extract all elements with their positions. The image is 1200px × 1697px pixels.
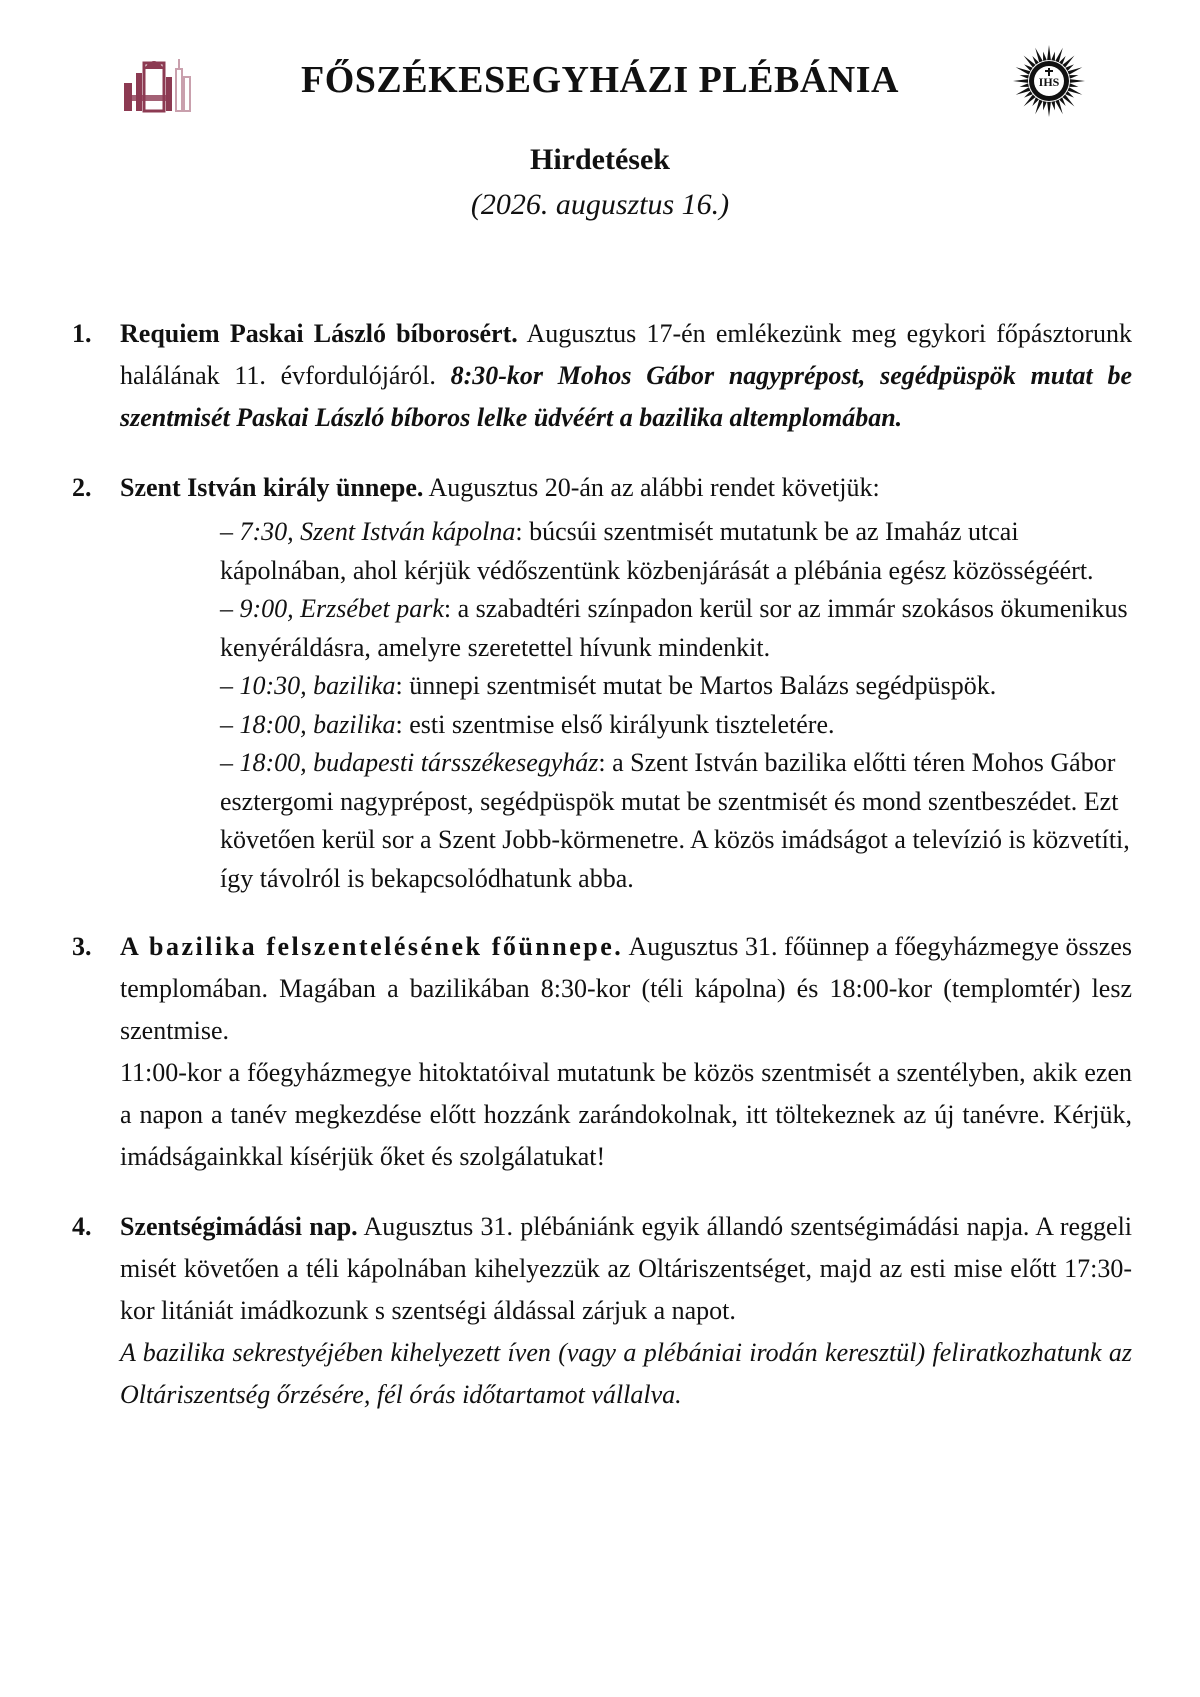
sunburst-ray: [1020, 75, 1029, 79]
schedule-entry: [220, 667, 1132, 706]
item-number: 3.: [72, 932, 92, 961]
item-emphasis: 8:30-kor Mohos Gábor nagyprépost, segédpüspök mutat be szentmisét Paskai László bíboros lelke üdvéért a bazilika altemplomában.: [120, 361, 1132, 432]
item-number: 1.: [72, 319, 92, 348]
sunburst-ray: [1051, 101, 1055, 110]
sunburst-ray: [1062, 56, 1074, 68]
announcement-date: (2026. augusztus 16.): [470, 188, 730, 221]
schedule-text: : esti szentmise első királyunk tiszteletére.: [395, 709, 835, 739]
schedule-entry: [220, 513, 1132, 590]
schedule-text: : ünnepi szentmisét mutat be Martos Balázs segédpüspök.: [395, 671, 997, 700]
item-text: Augusztus 20-án az alábbi rendet követjük:: [423, 473, 880, 502]
schedule-label: – 18:00, budapesti társszékesegyház: [220, 748, 599, 777]
item-text: Augusztus 17-én emlékezünk meg egykori főpásztorunk halálának 11. évfordulójáról.: [120, 319, 1132, 390]
schedule-text: : a szabadtéri színpadon kerül sor az immár szokásos ökumenikus kenyéráldásra, amelyre szeretettel hívunk mindenkit.: [220, 594, 1128, 662]
sunburst-ray: [1020, 83, 1029, 87]
item-heading: Szent István király ünnepe.: [120, 473, 424, 502]
item-heading: A bazilika felszentelésének főünnepe.: [120, 932, 624, 961]
sunburst-ray: [1047, 102, 1051, 117]
schedule-label: – 9:00, Erzsébet park: [220, 594, 444, 623]
sunburst-ray: [1047, 45, 1051, 60]
item-text-continued: 11:00-kor a főegyházmegye hitoktatóival mutatunk be közös szentmisét a szentélyben, akik ezen a napon a tanév megkezdése előtt hozzánk zarándokolnak, itt töltekeznek az új tanévre. Kérjük, imádságainkkal kísérjük őket és szolgálatukat!: [120, 1058, 1132, 1171]
announcement-item-3: [72, 926, 1132, 1178]
page-title: FŐSZÉKESEGYHÁZI PLÉBÁNIA: [301, 59, 899, 101]
schedule-label: – 18:00, bazilika: [220, 709, 396, 739]
schedule-list: [220, 513, 1132, 898]
announcement-item-4: [72, 1206, 1132, 1416]
sunburst-ray: [1070, 79, 1085, 83]
item-text: Augusztus 31. főünnep a főegyházmegye összes templomában. Magában a bazilikában 8:30-kor (téli kápolna) és 18:00-kor (templomtér) lesz szentmise.: [120, 932, 1132, 1045]
sunburst-ray: [1024, 94, 1036, 106]
sunburst-ray: [1051, 52, 1055, 61]
item-number: 4.: [72, 1212, 92, 1241]
announcement-item-2: [72, 467, 1132, 898]
sunburst-ray: [1069, 83, 1078, 87]
schedule-entry: [220, 590, 1132, 667]
item-text: Augusztus 31. plébániánk egyik állandó szentségimádási napja. A reggeli misét követően a téli kápolnában kihelyezzük az Oltáriszentséget, majd az esti mise előtt 17:30-kor litániát imádkozunk s szentségi áldással zárjuk a napot.: [120, 1212, 1133, 1325]
page-header: [0, 0, 1200, 130]
sunburst-ray: [1062, 94, 1074, 106]
schedule-entry: [220, 706, 1132, 745]
schedule-text: : búcsúi szentmisét mutatunk be az Imaház utcai kápolnában, ahol kérjük védőszentünk közbenjárását a plébánia egész közösségéért.: [220, 517, 1094, 585]
sunburst-ray: [1043, 101, 1047, 110]
ihs-sunburst-emblem-icon: [1012, 44, 1086, 118]
schedule-text: : a Szent István bazilika előtti téren Mohos Gábor esztergomi nagyprépost, segédpüspök mutat be szentmisét és mond szentbeszédet. Ezt követően kerül sor a Szent Jobb-körmenetre. A közös imádságot a televízió is közvetíti, így távolról is bekapcsolódhatunk abba.: [220, 748, 1130, 893]
item-note: A bazilika sekrestyéjében kihelyezett íven (vagy a plébániai irodán keresztül) feliratkozhatunk az Oltáriszentség őrzésére, fél órás időtartamot vállalva.: [120, 1338, 1132, 1409]
announcement-item-1: [72, 313, 1132, 439]
schedule-label: – 10:30, bazilika: [220, 671, 396, 700]
svg-text:IHS: IHS: [1038, 75, 1060, 89]
announcements-heading: Hirdetések: [530, 143, 670, 176]
sunburst-ray: [1069, 75, 1078, 79]
sunburst-ray: [1013, 79, 1028, 83]
item-number: 2.: [72, 473, 92, 502]
schedule-label: – 7:30, Szent István kápolna: [220, 517, 516, 546]
announcement-list: [72, 313, 1132, 1444]
schedule-entry: [220, 744, 1132, 898]
sunburst-ray: [1024, 56, 1036, 68]
sunburst-ray: [1043, 52, 1047, 61]
item-heading: Szentségimádási nap.: [120, 1212, 358, 1241]
item-heading: Requiem Paskai László bíborosért.: [120, 319, 518, 348]
